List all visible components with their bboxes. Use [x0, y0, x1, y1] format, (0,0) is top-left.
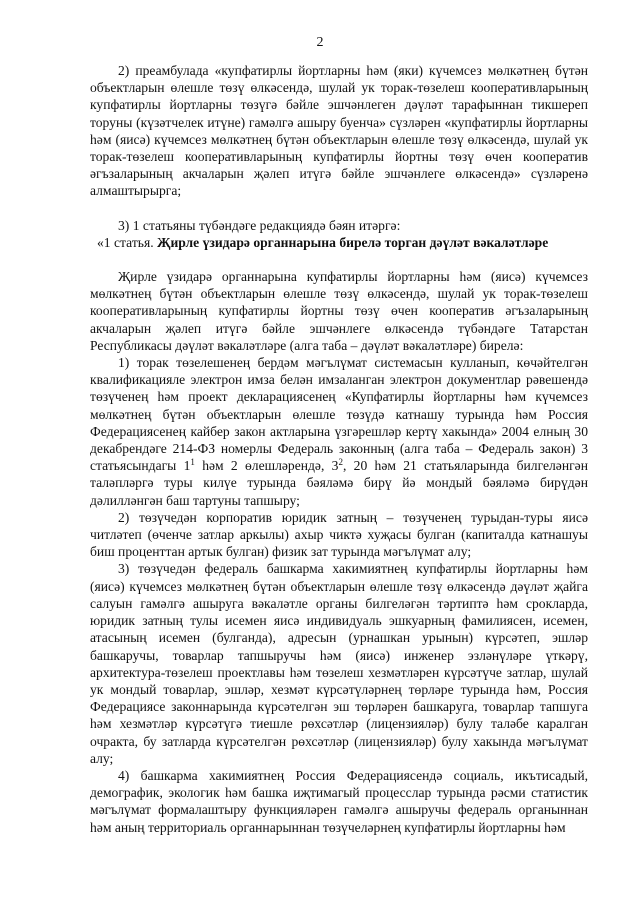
item-1-text-a: 1) торак төзелешенең бердәм мәгълүмат системасын кулланып, көчәйтелгән квалификацияле электрон имза белән имзаланган электрон документлар рәвешендә төзүченең һәм проект декларациясенең «Купфатирлы йортларны һәм күчемсез мөлкәтнең бүтән объектларын өлешле төзүдә катнашу турында һәм Россия Федерациясенең кайбер закон актларына үзгәрешләр кертү хакында» 2004 елның 30 декабрендәге 214-ФЗ номерлы Федераль законның (алга таба – Федераль закон) 3 статьясындагы 1 — [90, 355, 588, 474]
page-number: 2 — [316, 35, 324, 50]
item-1-sup-2: 2 — [338, 457, 343, 468]
paragraph-item-4: 4) башкарма хакимиятнең Россия Федерациясендә социаль, икътисадый, демографик, экологик һәм башка иҗтимагый процесслар турында рәсми статистик мәгълүмат формалаштыру функцияләрен гамәлгә ашыручы федераль органыннан һәм аның территориаль органнарыннан төзүчеләрнең купфатирлы йортларны һәм — [90, 767, 588, 835]
paragraph-item-1 — [90, 354, 588, 509]
item-1-sup-1: 1 — [190, 457, 195, 468]
article-1-heading — [90, 234, 588, 251]
paragraph-preamble-amendment: 2) преамбулада «купфатирлы йортларны һәм (яки) күчемсез мөлкәтнең бүтән объектларын өлешле төзү өлкәсендә, шулай ук торак-төзелеш кооперативларының купфатирлы йортларны төзүгә бәйле эшчәнлеген дәүләт тарафыннан тикшереп торуны (күзәтчелек итүне) гамәлгә ашыру буенча» сүзләрен «купфатирлы йортларны һәм (яисә) күчемсез мөлкәтнең бүтән объектларын өлешле төзү өлкәсендә, шулай ук торак-төзелеш кооперативларының купфатирлы йортны төзү өчен кооператив әгъзаларының акчаларын җәлеп итүгә бәйле эшчәнлеге өлкәсендә» сүзләренә алмаштырырга; — [90, 63, 588, 199]
article-1-heading-title: Җирле үзидарә органнарына бирелә торган дәүләт вәкаләтләре — [157, 234, 549, 250]
article-1-heading-prefix: «1 статья. — [97, 234, 158, 250]
paragraph-article-1-instruction: 3) 1 статьяны түбәндәге редакциядә бәян итәргә: — [118, 217, 401, 233]
item-1-text-b: һәм 2 өлешләрендә, 3 — [194, 458, 339, 474]
paragraph-item-2: 2) төзүчедән корпоратив юридик затның – төзүченең турыдан-туры яисә читләтеп (өченче затлар аркылы) ахыр чиктә хуҗасы булган (капиталда катнашуы биш проценттан артык булган) физик зат турында мәгълүмат алу; — [90, 509, 588, 560]
paragraph-item-3: 3) төзүчедән федераль башкарма хакимиятнең купфатирлы йортларны һәм (яисә) күчемсез мөлкәтнең бүтән объектларын өлешле төзү өлкәсендә дәүләт җайга салуын гамәлгә ашыруга вәкаләтле органы билгеләгән тәртиптә һәм срокларда, юридик затның тулы исемен яисә индивидуаль эшкуарның фамилиясен, исемен, атасының исемен (булганда), адресын (урнашкан урынын) күрсәтеп, эшләр башкаручы, товарлар тапшыручы һәм (яисә) инженер эзләнүләре үткәрү, архитектура-төзелеш проектлавы һәм төзелеш хезмәтләрен күрсәтүче затлар, шулай ук мондый товарлар, эшләр, хезмәт күрсәтүләрнең төрләре турында һәм, Россия Федерациясе законнарында күрсәтелгән эш төрләрен башкаруга, товарлар тапшуга һәм хезмәтләр күрсәтүгә тиешле рөхсәтләр (лицензияләр) булу таләбе каралган очракта, бу затларда күрсәтелгән рөхсәтләр (лицензияләр) булу хакында мәгълүмат алу; — [90, 561, 588, 766]
paragraph-article-1-lead: Җирле үзидарә органнарына купфатирлы йортларны һәм (яисә) күчемсез мөлкәтнең бүтән объектларын өлешле төзү өлкәсендә, шулай ук торак-төзелеш кооперативларының купфатирлы йортны төзү өчен кооператив әгъзаларының акчаларын җәлеп итүгә бәйле эшчәнлеге өлкәсендә түбәндәге Татарстан Республикасы дәүләт вәкаләтләре (алга таба – дәүләт вәкаләтләре) бирелә: — [90, 269, 588, 353]
item-1-text-c: , 20 һәм 21 статьяларында билгеләнгән таләпләргә туры килүе турында бәяләмә бирү йә мондый бәяләмә бирүдән дәлилләнгән баш тартуны тапшыру; — [90, 458, 588, 508]
document-body — [90, 62, 588, 836]
